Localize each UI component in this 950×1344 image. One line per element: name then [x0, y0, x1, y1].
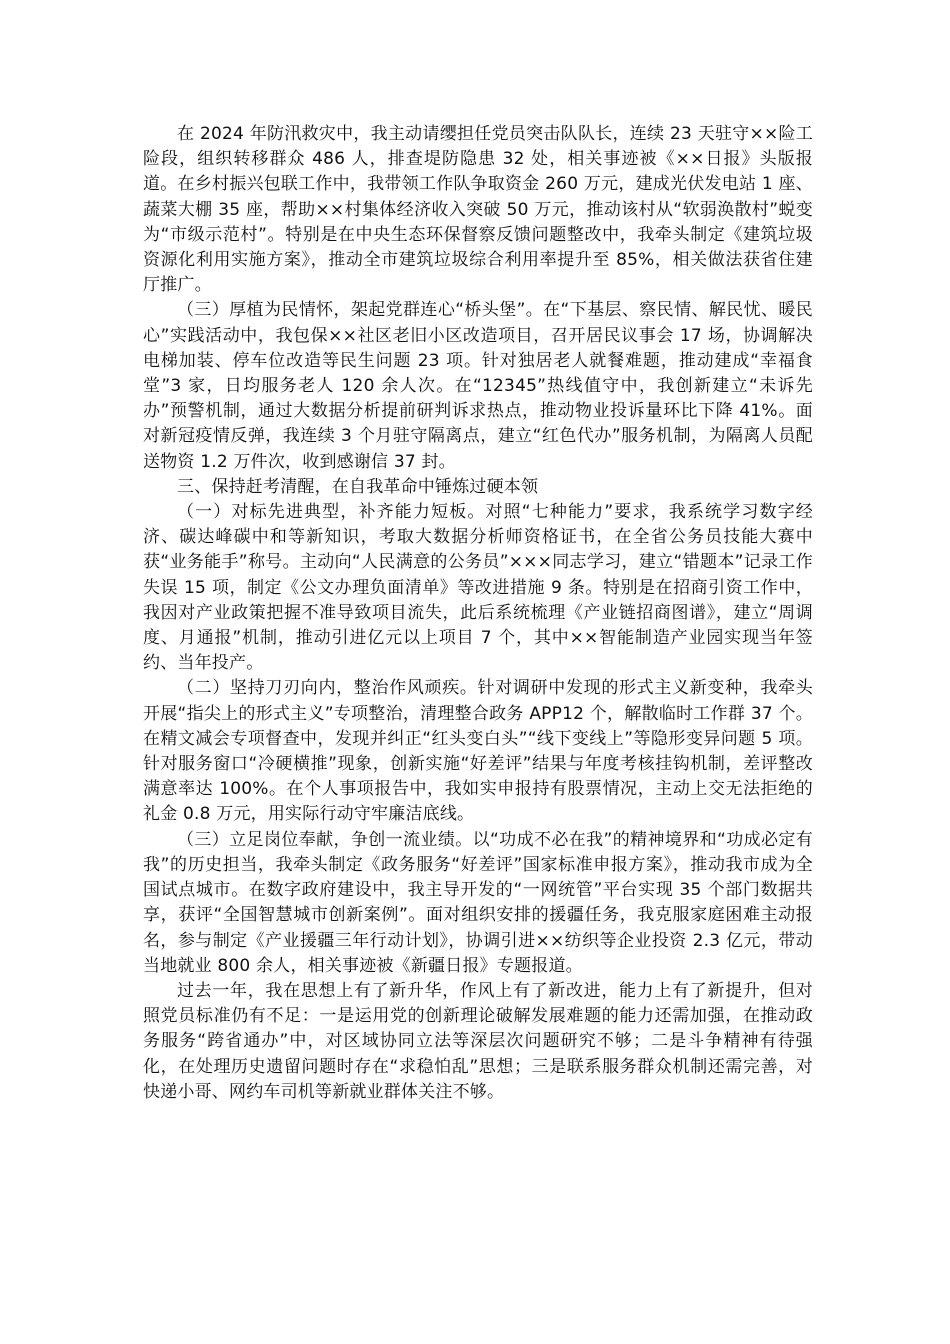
paragraph-style-rectification: （二）坚持刀刃向内，整治作风顽疾。针对调研中发现的形式主义新变种，我牵头开展“指尖上的形式主义”专项整治，清理整合政务 APP12 个，解散临时工作群 37 个。在精文减会专项督查中，发现并纠正“红头变白头”“线下变线上”等隐形变异问题 5 项。针对服务窗口“冷硬横推”现象，创新实施“好差评”结果与年度考核挂钩机制，差评整改满意率达 100%。在个人事项报告中，我如实申报持有股票情况，主动上交无法拒绝的礼金 0.8 万元，用实际行动守牢廉洁底线。 — [143, 678, 813, 825]
paragraph-summary-shortcomings: 过去一年，我在思想上有了新升华，作风上有了新改进，能力上有了新提升，但对照党员标准仍有不足：一是运用党的创新理论破解发展难题的能力还需加强，在推动政务服务“跨省通办”中，对区域协同立法等深层次问题研究不够；二是斗争精神有待强化，在处理历史遗留问题时存在“求稳怕乱”思想；三是联系服务群众机制还需完善，对快递小哥、网约车司机等新就业群体关注不够。 — [143, 980, 813, 1102]
paragraph-people-service: （三）厚植为民情怀，架起党群连心“桥头堡”。在“下基层、察民情、解民忧、暖民心”实践活动中，我包保××社区老旧小区改造项目，召开居民议事会 17 场，协调解决电梯加装、停车位改造等民生问题 23 项。针对独居老人就餐难题，推动建成“幸福食堂”3 家，日均服务老人 120 余人次。在“12345”热线值守中，我创新建立“未诉先办”预警机制，通过大数据分析提前研判诉求热点，推动物业投诉量环比下降 41%。面对新冠疫情反弹，我连续 3 个月驻守隔离点，建立“红色代办”服务机制，为隔离人员配送物资 1.2 万件次，收到感谢信 37 封。 — [143, 300, 813, 472]
section-heading-three: 三、保持赶考清醒，在自我革命中锤炼过硬本领 — [177, 476, 539, 497]
document-body — [143, 122, 813, 1105]
paragraph-post-dedication: （三）立足岗位奉献，争创一流业绩。以“功成不必在我”的精神境界和“功成必定有我”的历史担当，我牵头制定《政务服务“好差评”国家标准申报方案》，推动我市成为全国试点城市。在数字政府建设中，我主导开发的“一网统管”平台实现 35 个部门数据共享，获评“全国智慧城市创新案例”。面对组织安排的援疆任务，我克服家庭困难主动报名，参与制定《产业援疆三年行动计划》，协调引进××纺织等企业投资 2.3 亿元，带动当地就业 800 余人，相关事迹被《新疆日报》专题报道。 — [143, 829, 813, 976]
paragraph-flood-relief: 在 2024 年防汛救灾中，我主动请缨担任党员突击队队长，连续 23 天驻守××险工险段，组织转移群众 486 人，排查堤防隐患 32 处，相关事迹被《××日报》头版报道。在乡村振兴包联工作中，我带领工作队争取资金 260 万元，建成光伏发电站 1 座、蔬菜大棚 35 座，帮助××村集体经济收入突破 50 万元，推动该村从“软弱涣散村”蜕变为“市级示范村”。特别是在中央生态环保督察反馈问题整改中，我牵头制定《建筑垃圾资源化利用实施方案》，推动全市建筑垃圾综合利用率提升至 85%，相关做法获省住建厅推广。 — [143, 124, 813, 296]
paragraph-benchmark-learning: （一）对标先进典型，补齐能力短板。对照“七种能力”要求，我系统学习数字经济、碳达峰碳中和等新知识，考取大数据分析师资格证书，在全省公务员技能大赛中获“业务能手”称号。主动向“人民满意的公务员”×××同志学习，建立“错题本”记录工作失误 15 项，制定《公文办理负面清单》等改进措施 9 条。特别是在招商引资工作中，我因对产业政策把握不准导致项目流失，此后系统梳理《产业链招商图谱》，建立“周调度、月通报”机制，推动引进亿元以上项目 7 个，其中××智能制造产业园实现当年签约、当年投产。 — [143, 502, 813, 674]
